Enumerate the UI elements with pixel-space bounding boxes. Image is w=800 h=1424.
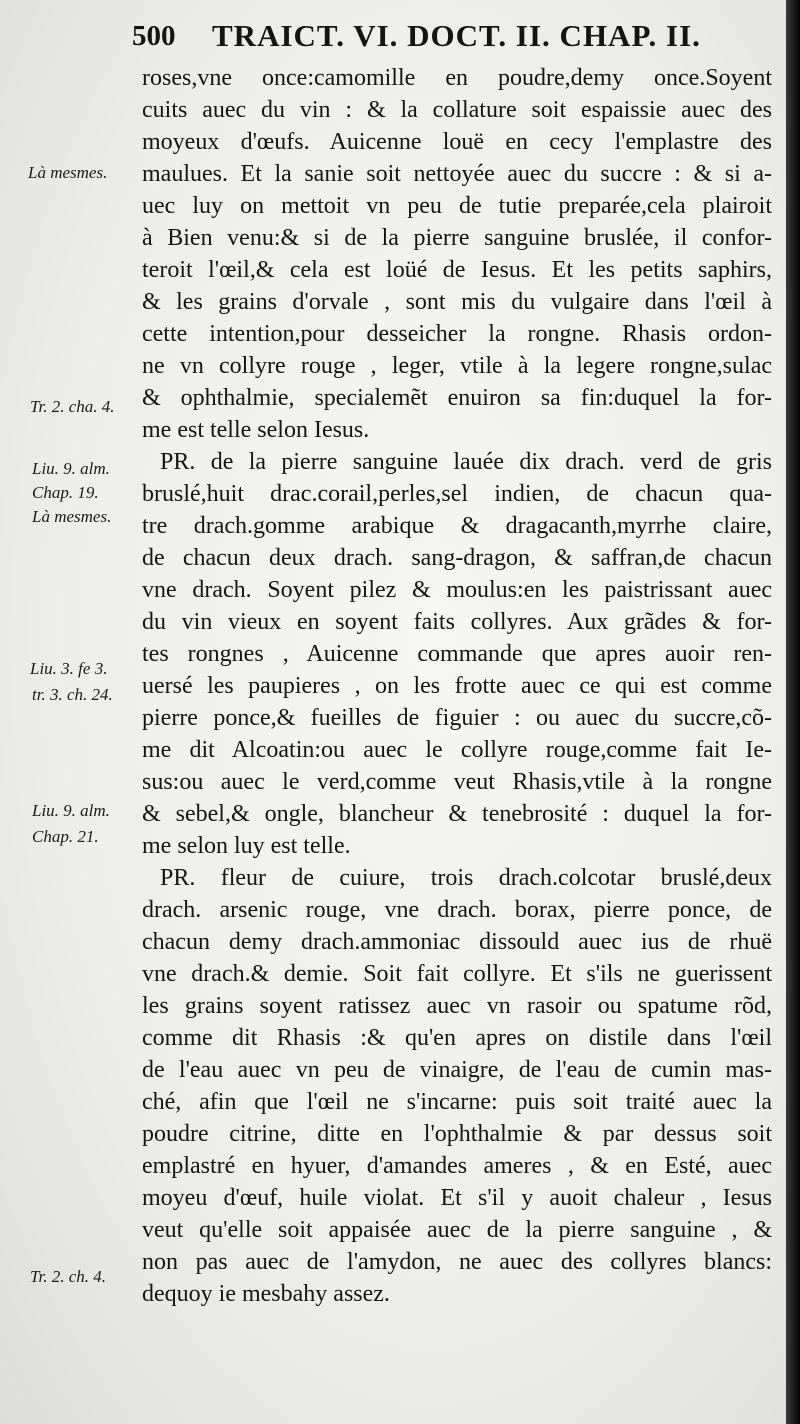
text-line: cuits auec du vin : & la collature soit espaissie auec des xyxy=(142,97,772,123)
text-line: roses,vne once:camomille en poudre,demy once.Soyent xyxy=(142,65,772,91)
text-line: & ophthalmie, specialemẽt enuiron sa fin:duquel la for- xyxy=(142,385,772,411)
page-edge-shadow xyxy=(786,0,800,1424)
text-line: me selon luy est telle. xyxy=(142,833,351,859)
text-line: emplastré en hyuer, d'amandes ameres , & en Esté, auec xyxy=(142,1153,772,1179)
text-line: chacun demy drach.ammoniac dissould auec ius de rhuë xyxy=(142,929,772,955)
text-line: cette intention,pour desseicher la rongne. Rhasis ordon- xyxy=(142,321,772,347)
text-line: pierre ponce,& fueilles de figuier : ou auec du succre,cõ- xyxy=(142,705,772,731)
running-title: TRAICT. VI. DOCT. II. CHAP. II. xyxy=(212,18,701,53)
text-line: non pas auec de l'amydon, ne auec des collyres blancs: xyxy=(142,1249,772,1275)
text-line: de chacun deux drach. sang-dragon, & saffran,de chacun xyxy=(142,545,772,571)
text-line: les grains soyent ratissez auec vn rasoir ou spatume rõd, xyxy=(142,993,772,1019)
text-line: à Bien venu:& si de la pierre sanguine bruslée, il confor- xyxy=(142,225,772,251)
text-line: poudre citrine, ditte en l'ophthalmie & par dessus soit xyxy=(142,1121,772,1147)
page-number: 500 xyxy=(132,20,176,52)
text-line: & sebel,& ongle, blancheur & tenebrosité : duquel la for- xyxy=(142,801,772,827)
text-line: ché, afin que l'œil ne s'incarne: puis soit traité auec la xyxy=(142,1089,772,1115)
text-line: sus:ou auec le verd,comme veut Rhasis,vtile à la rongne xyxy=(142,769,772,795)
text-line: vne drach.& demie. Soit fait collyre. Et s'ils ne guerissent xyxy=(142,961,772,987)
margin-note: Tr. 2. ch. 4. xyxy=(30,1267,107,1286)
margin-note: Liu. 9. alm. xyxy=(32,801,110,820)
text-line: du vin vieux en soyent faits collyres. Aux grãdes & for- xyxy=(142,609,772,635)
text-line: me dit Alcoatin:ou auec le collyre rouge,comme fait Ie- xyxy=(142,737,772,763)
text-line: veut qu'elle soit appaisée auec de la pierre sanguine , & xyxy=(142,1217,772,1243)
text-line: drach. arsenic rouge, vne drach. borax, pierre ponce, de xyxy=(142,897,772,923)
margin-note: Liu. 3. fe 3. xyxy=(30,659,108,678)
margin-note: Chap. 19. xyxy=(32,483,99,502)
margin-note: Liu. 9. alm. xyxy=(32,459,110,478)
text-line: tes rongnes , Auicenne commande que apres auoir ren- xyxy=(142,641,772,667)
margin-note: Là mesmes. xyxy=(32,507,112,526)
text-line: comme dit Rhasis :& qu'en apres on distile dans l'œil xyxy=(142,1025,772,1051)
text-line: uec luy on mettoit vn peu de tutie preparée,cela plairoit xyxy=(142,193,772,219)
text-line: & les grains d'orvale , sont mis du vulgaire dans l'œil à xyxy=(142,289,772,315)
text-line: me est telle selon Iesus. xyxy=(142,417,370,443)
page-header xyxy=(132,16,772,56)
text-line: vne drach. Soyent pilez & moulus:en les paistrissant auec xyxy=(142,577,772,603)
text-line: uersé les paupieres , on les frotte auec ce qui est comme xyxy=(142,673,772,699)
text-line: ne vn collyre rouge , leger, vtile à la legere rongne,sulac xyxy=(142,353,772,379)
margin-note: Tr. 2. cha. 4. xyxy=(30,397,115,416)
text-line: dequoy ie mesbahy assez. xyxy=(142,1281,390,1307)
text-line: moyeux d'œufs. Auicenne louë en cecy l'emplastre des xyxy=(142,129,772,155)
text-line: maulues. Et la sanie soit nettoyée auec du succre : & si a- xyxy=(142,161,772,187)
text-line: teroit l'œil,& cela est loüé de Iesus. Et les petits saphirs, xyxy=(142,257,772,283)
text-line: PR. de la pierre sanguine lauée dix drach. verd de gris xyxy=(160,449,772,475)
margin-note: tr. 3. ch. 24. xyxy=(32,685,113,704)
margin-note: Là mesmes. xyxy=(28,163,108,182)
text-line: de l'eau auec vn peu de vinaigre, de l'eau de cumin mas- xyxy=(142,1057,772,1083)
text-line: tre drach.gomme arabique & dragacanth,myrrhe claire, xyxy=(142,513,772,539)
text-line: bruslé,huit drac.corail,perles,sel indien, de chacun qua- xyxy=(142,481,772,507)
margin-note: Chap. 21. xyxy=(32,827,99,846)
text-line: PR. fleur de cuiure, trois drach.colcotar bruslé,deux xyxy=(160,865,772,891)
text-line: moyeu d'œuf, huile violat. Et s'il y auoit chaleur , Iesus xyxy=(142,1185,772,1211)
